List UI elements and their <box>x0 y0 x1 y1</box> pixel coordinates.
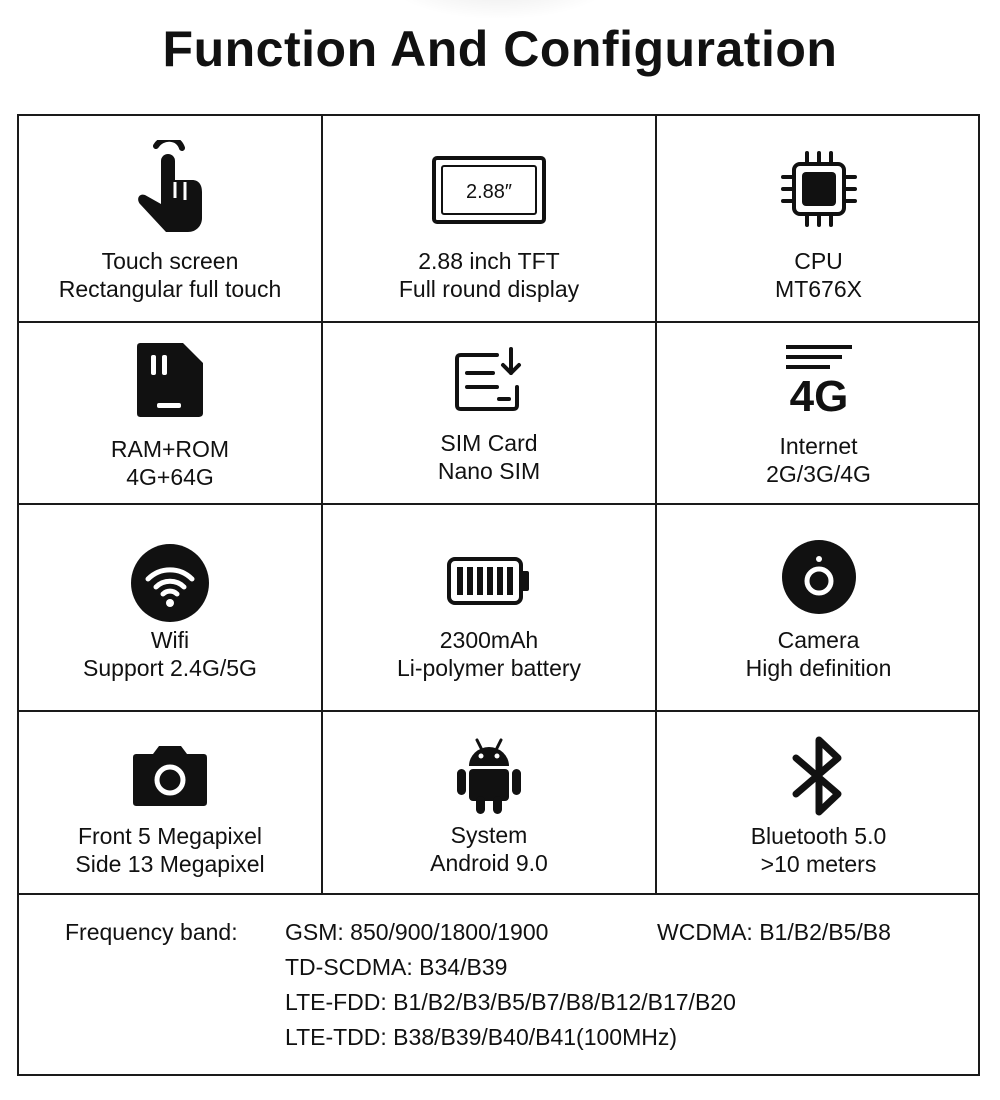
gsm-bands: GSM: 850/900/1800/1900 <box>285 919 549 945</box>
feature-title: Touch screen <box>101 248 239 274</box>
feature-detail: 4G+64G <box>126 464 214 490</box>
frequency-band-section <box>19 895 978 1076</box>
feature-memory <box>19 323 321 503</box>
wifi-icon <box>130 543 210 623</box>
feature-display <box>323 116 655 321</box>
feature-title: Wifi <box>150 627 190 653</box>
td-scdma-bands: TD-SCDMA: B34/B39 <box>285 954 508 980</box>
feature-title: RAM+ROM <box>110 436 230 462</box>
feature-title: CPU <box>794 248 843 274</box>
lte-fdd-bands: LTE-FDD: B1/B2/B3/B5/B7/B8/B12/B17/B20 <box>285 989 736 1015</box>
feature-internet <box>657 323 980 503</box>
feature-detail: 2G/3G/4G <box>766 461 871 487</box>
feature-title: Front 5 Megapixel <box>77 823 263 849</box>
feature-title: Bluetooth 5.0 <box>750 823 887 849</box>
feature-detail: Rectangular full touch <box>58 276 282 302</box>
feature-detail: Li-polymer battery <box>396 655 582 681</box>
feature-touch-screen <box>19 116 321 321</box>
feature-detail: Android 9.0 <box>430 850 548 876</box>
lte-tdd-bands: LTE-TDD: B38/B39/B40/B41(100MHz) <box>285 1024 678 1050</box>
touch-hand-icon <box>134 140 206 234</box>
feature-detail: High definition <box>745 655 892 681</box>
wcdma-bands: WCDMA: B1/B2/B5/B8 <box>657 919 891 945</box>
feature-title: 2.88 inch TFT <box>418 248 560 274</box>
feature-title: SIM Card <box>440 430 538 456</box>
feature-title: Internet <box>779 433 858 459</box>
display-size-text: 2.88″ <box>465 181 513 203</box>
cpu-chip-icon <box>780 150 858 228</box>
top-shadow <box>380 0 620 20</box>
spec-table <box>17 114 980 1076</box>
feature-battery <box>323 505 655 710</box>
feature-detail: Nano SIM <box>437 458 541 484</box>
feature-detail: >10 meters <box>760 851 877 877</box>
feature-system <box>323 712 655 893</box>
4g-network-icon <box>784 343 854 415</box>
battery-icon <box>447 557 531 605</box>
feature-detail: Support 2.4G/5G <box>83 655 257 681</box>
4g-text: 4G <box>789 372 848 415</box>
feature-detail: Full round display <box>398 276 580 302</box>
page-title: Function And Configuration <box>162 21 838 77</box>
feature-title: 2300mAh <box>439 627 539 653</box>
memory-card-icon <box>135 341 205 419</box>
feature-title: System <box>450 822 528 848</box>
feature-megapixel <box>19 712 321 893</box>
feature-title: Camera <box>777 627 860 653</box>
sim-card-icon <box>453 347 525 413</box>
feature-wifi <box>19 505 321 710</box>
feature-detail: Side 13 Megapixel <box>75 851 265 877</box>
camera-icon <box>131 744 209 808</box>
bluetooth-icon <box>786 734 852 818</box>
display-icon <box>432 156 546 224</box>
camera-lens-icon <box>781 539 857 615</box>
frequency-band-label: Frequency band: <box>65 919 238 945</box>
feature-bluetooth <box>657 712 980 893</box>
feature-camera-hd <box>657 505 980 710</box>
android-icon <box>455 738 523 816</box>
feature-cpu <box>657 116 980 321</box>
feature-detail: MT676X <box>775 276 862 302</box>
feature-sim <box>323 323 655 503</box>
